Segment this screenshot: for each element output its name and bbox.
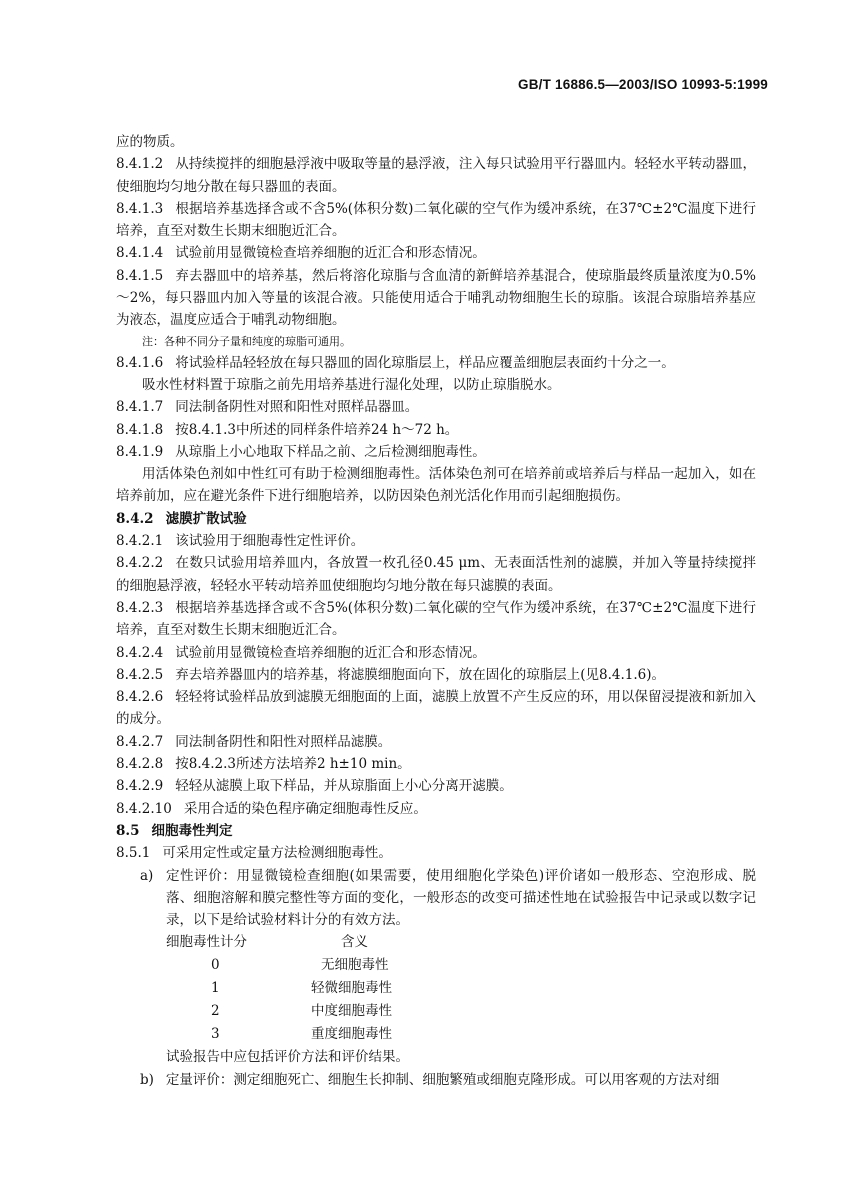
clause-number: 8.4.2.2 <box>116 555 164 572</box>
clause-text: 弃去培养器皿内的培养基，将滤膜细胞面向下，放在固化的琼脂层上(见8.4.1.6)。 <box>175 666 665 683</box>
score-value: 1 <box>211 980 220 997</box>
clause-8-4-2-10 <box>116 798 756 820</box>
score-row <box>166 954 756 977</box>
score-meaning: 轻微细胞毒性 <box>311 980 392 997</box>
clause-8-4-1-8 <box>116 419 756 441</box>
clause-text: 该试验用于细胞毒性定性评价。 <box>175 533 365 550</box>
clause-number: 8.4.1.3 <box>116 200 164 217</box>
clause-number: 8.4.1.9 <box>116 443 164 460</box>
clause-8-4-1-4 <box>116 242 756 264</box>
clause-text: 将试验样品轻轻放在每只器皿的固化琼脂层上，样品应覆盖细胞层表面约十分之一。 <box>175 354 675 371</box>
clause-text: 用活体染色剂如中性红可有助于检测细胞毒性。活体染色剂可在培养前或培养后与样品一起加入，如在培养前加，应在避光条件下进行细胞培养，以防因染色剂光活化作用而引起细胞损伤。 <box>116 466 756 505</box>
page-content <box>116 131 756 1091</box>
score-table-header <box>166 931 756 954</box>
score-value: 3 <box>211 1026 220 1043</box>
clause-text: 试验前用显微镜检查培养细胞的近汇合和形态情况。 <box>175 644 486 661</box>
clause-number: 8.4.2.1 <box>116 533 164 550</box>
clause-8-4-1-6 <box>116 352 756 374</box>
clause-text: 同法制备阴性对照和阳性对照样品器皿。 <box>175 399 419 416</box>
clause-8-4-2-4 <box>116 642 756 664</box>
table-footnote: 试验报告中应包括评价方法和评价结果。 <box>166 1049 409 1066</box>
clause-text: 从琼脂上小心地取下样品之前、之后检测细胞毒性。 <box>175 443 486 460</box>
clause-8-4-1-2 <box>116 153 756 198</box>
clause-text: 根据培养基选择含或不含5%(体积分数)二氧化碳的空气作为缓冲系统，在37℃±2℃温度下进行培养，直至对数生长期末细胞近汇合。 <box>116 200 756 240</box>
score-meaning: 中度细胞毒性 <box>311 1003 392 1020</box>
item-number: b) <box>140 1071 154 1088</box>
clause-8-4-2 <box>116 508 756 530</box>
clause-text: 同法制备阴性和阳性对照样品滤膜。 <box>175 733 392 750</box>
score-row <box>166 977 756 1000</box>
clause-number: 8.4.1.6 <box>116 354 164 371</box>
clause-number: 8.4.2.6 <box>116 689 164 706</box>
clause-8-4-2-5 <box>116 664 756 686</box>
clause-number: 8.4.2.10 <box>116 800 172 817</box>
clause-8-5-1 <box>116 842 756 864</box>
clause-text: 轻轻将试验样品放到滤膜无细胞面的上面，滤膜上放置不产生反应的环，用以保留浸提液和新加入的成分。 <box>116 689 756 728</box>
clause-8-4-1-3 <box>116 198 756 243</box>
clause-8-4-2-3 <box>116 597 756 642</box>
clause-number: 8.5 <box>116 822 140 839</box>
clause-8-5 <box>116 820 756 842</box>
score-table <box>166 931 756 1046</box>
clause-8-4-1-7 <box>116 396 756 418</box>
item-b <box>116 1069 756 1091</box>
clause-number: 8.4.1.4 <box>116 245 164 262</box>
clause-number: 8.4.2.3 <box>116 599 164 616</box>
clause-number: 8.5.1 <box>116 845 151 862</box>
clause-number: 8.4.2 <box>116 510 154 527</box>
clause-8-4-1-9 <box>116 441 756 463</box>
score-value: 2 <box>211 1003 220 1020</box>
clause-text: 吸水性材料置于琼脂之前先用培养基进行湿化处理，以防止琼脂脱水。 <box>142 376 561 393</box>
clause-8-4-2-9 <box>116 775 756 797</box>
clause-number: 8.4.2.7 <box>116 733 164 750</box>
clause-a <box>116 865 756 932</box>
clause-8-4-2-6 <box>116 686 756 731</box>
clause-8-4-1-5 <box>116 265 756 332</box>
clause-number: a) <box>140 867 154 884</box>
score-column-header: 细胞毒性计分 <box>166 934 247 951</box>
clause-text: 按8.4.1.3中所述的同样条件培养24 h～72 h。 <box>175 421 459 438</box>
score-value: 0 <box>211 957 220 974</box>
clause-text: 弃去器皿中的培养基，然后将溶化琼脂与含血清的新鲜培养基混合，使琼脂最终质量浓度为0.5%～2%，每只器皿内加入等量的该混合液。只能使用适合于哺乳动物细胞生长的琼脂。该混合琼脂培养基应为液态，温度应适合于哺乳动物细胞。 <box>116 267 756 329</box>
paragraph <box>116 332 756 352</box>
clause-text: 应的物质。 <box>116 134 184 150</box>
clause-text: 在数只试验用培养皿内，各放置一枚孔径0.45 μm、无表面活性剂的滤膜，并加入等量持续搅拌的细胞悬浮液，轻轻水平转动培养皿使细胞均匀地分散在每只滤膜的表面。 <box>116 555 756 594</box>
clause-text: 根据培养基选择含或不含5%(体积分数)二氧化碳的空气作为缓冲系统，在37℃±2℃温度下进行培养，直至对数生长期末细胞近汇合。 <box>116 599 756 639</box>
clause-number: 8.4.1.7 <box>116 399 164 416</box>
clause-text: 从持续搅拌的细胞悬浮液中吸取等量的悬浮液，注入每只试验用平行器皿内。轻轻水平转动器皿，使细胞均匀地分散在每只器皿的表面。 <box>116 156 756 195</box>
document-header: GB/T 16886.5—2003/ISO 10993-5:1999 <box>518 77 768 92</box>
paragraph-list <box>116 131 756 931</box>
clause-number: 8.4.1.2 <box>116 156 164 173</box>
clause-number: 8.4.1.5 <box>116 267 164 284</box>
item-text: 定量评价：测定细胞死亡、细胞生长抑制、细胞繁殖或细胞克隆形成。可以用客观的方法对细 <box>165 1071 720 1088</box>
paragraph <box>116 463 756 508</box>
score-meaning: 无细胞毒性 <box>321 957 389 974</box>
clause-8-4-2-2 <box>116 552 756 597</box>
clause-number: 8.4.1.8 <box>116 421 164 438</box>
clause-text: 按8.4.2.3所述方法培养2 h±10 min。 <box>175 756 411 773</box>
score-row <box>166 1023 756 1046</box>
clause-8-4-2-7 <box>116 731 756 753</box>
clause-number: 8.4.2.5 <box>116 666 164 683</box>
clause-number: 8.4.2.9 <box>116 778 164 795</box>
meaning-column-header: 含义 <box>341 934 368 951</box>
clause-8-4-2-8 <box>116 753 756 775</box>
clause-text: 试验前用显微镜检查培养细胞的近汇合和形态情况。 <box>175 245 486 262</box>
score-row <box>166 1000 756 1023</box>
paragraph <box>116 131 756 153</box>
clause-text: 注：各种不同分子量和纯度的琼脂可通用。 <box>142 334 351 348</box>
clause-text: 可采用定性或定量方法检测细胞毒性。 <box>162 845 392 862</box>
clause-text: 定性评价：用显微镜检查细胞(如果需要，使用细胞化学染色)评价诸如一般形态、空泡形成、脱落、细胞溶解和膜完整性等方面的变化，一般形态的改变可描述性地在试验报告中记录或以数字记录，以下是给试验材料计分的有效方法。 <box>165 867 756 929</box>
clause-text: 滤膜扩散试验 <box>165 510 247 527</box>
clause-8-4-2-1 <box>116 530 756 552</box>
clause-number: 8.4.2.4 <box>116 644 164 661</box>
clause-number: 8.4.2.8 <box>116 756 164 773</box>
clause-text: 采用合适的染色程序确定细胞毒性反应。 <box>183 800 427 817</box>
clause-text: 轻轻从滤膜上取下样品，并从琼脂面上小心分离开滤膜。 <box>175 778 513 795</box>
clause-text: 细胞毒性判定 <box>151 822 233 839</box>
score-meaning: 重度细胞毒性 <box>311 1026 392 1043</box>
paragraph <box>116 374 756 396</box>
